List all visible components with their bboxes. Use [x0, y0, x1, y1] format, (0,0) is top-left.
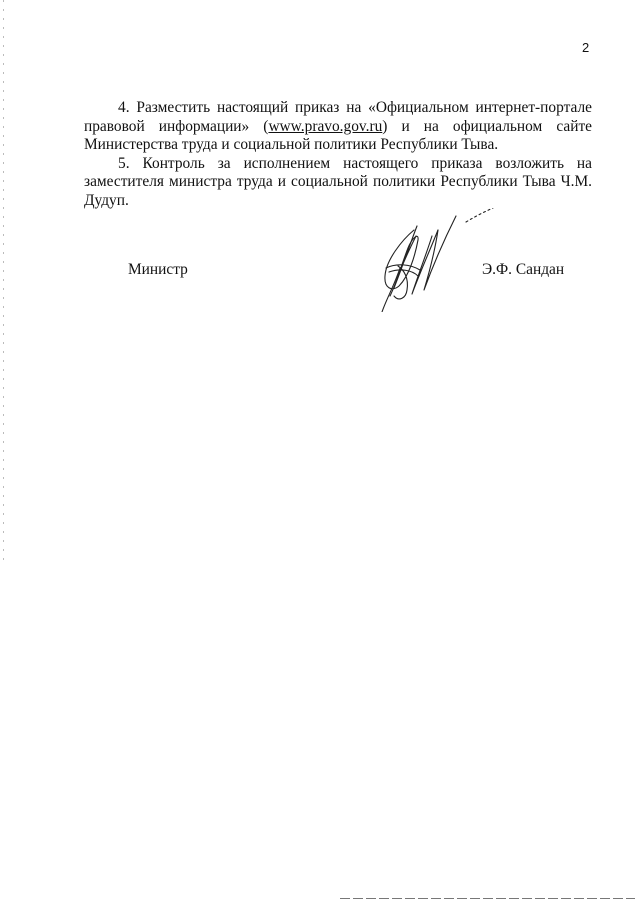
signatory-name: Э.Ф. Сандан	[482, 261, 565, 278]
pravo-portal-link[interactable]: www.pravo.gov.ru	[268, 117, 383, 135]
paragraph-item-4	[84, 99, 592, 155]
document-body	[84, 99, 592, 210]
item-4-text-start: 4. Разместить настоящий приказ на «Официальном интернет-портале правовой информации» (	[84, 99, 592, 135]
bottom-rule	[340, 898, 635, 899]
page-number: 2	[582, 40, 590, 55]
scan-edge-marks	[3, 0, 4, 560]
signatory-role: Министр	[128, 261, 188, 278]
paragraph-item-5: 5. Контроль за исполнением настоящего приказа возложить на заместителя министра труда и социальной политики Республики Тыва Ч.М. Дудуп.	[84, 154, 592, 209]
item-4-text-end: ) и на официальном сайте Министерства труда и социальной политики Республики Тыва.	[84, 117, 592, 153]
handwritten-signature	[372, 208, 497, 312]
